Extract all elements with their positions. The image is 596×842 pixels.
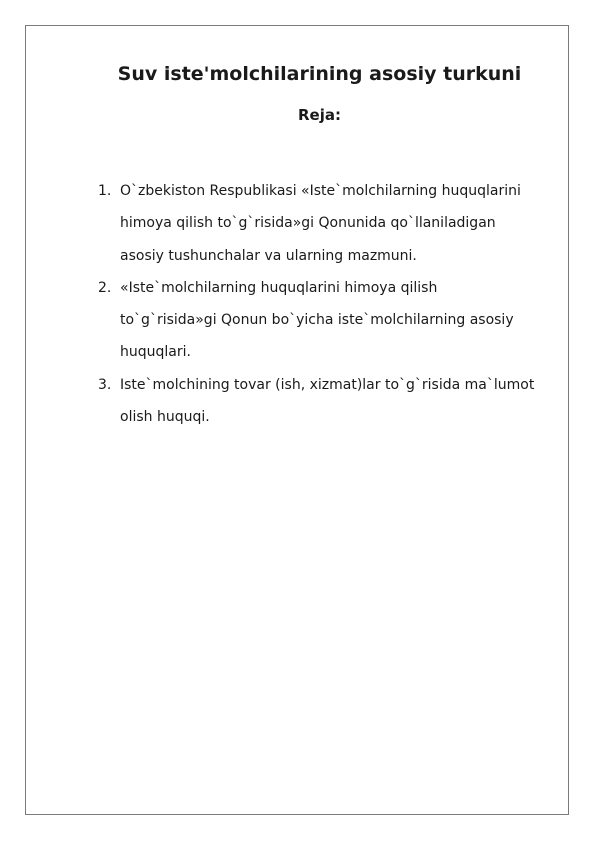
plan-item-line: olish huquqi. — [120, 409, 210, 426]
plan-item-line: himoya qilish to`g`risida»gi Qonunida qo`llaniladigan — [120, 215, 496, 232]
plan-item-line: asosiy tushunchalar va ularning mazmuni. — [120, 247, 417, 264]
plan-item-line: huquqlari. — [120, 344, 191, 361]
plan-item-text — [120, 272, 560, 369]
plan-item-text — [120, 175, 560, 272]
plan-item-text — [120, 369, 560, 434]
plan-item-line: to`g`risida»gi Qonun bo`yicha iste`molchilarning asosiy — [120, 312, 514, 329]
plan-list — [98, 175, 560, 433]
plan-item-line: Iste`molchining tovar (ish, xizmat)lar to`g`risida ma`lumot — [120, 376, 535, 393]
document-title: Suv iste'molchilarining asosiy turkuni — [117, 63, 522, 85]
plan-item-number: 1. — [98, 183, 112, 199]
plan-item-number: 2. — [98, 279, 112, 296]
plan-item-2 — [98, 272, 560, 369]
plan-item-line: «Iste`molchilarning huquqlarini himoya qilish — [120, 279, 438, 296]
plan-item-3 — [98, 369, 560, 434]
plan-item-line: O`zbekiston Respublikasi «Iste`molchilarning huquqlarini — [120, 183, 521, 199]
plan-heading: Reja: — [298, 106, 341, 124]
plan-item-1 — [98, 175, 560, 272]
plan-item-number: 3. — [98, 376, 112, 393]
